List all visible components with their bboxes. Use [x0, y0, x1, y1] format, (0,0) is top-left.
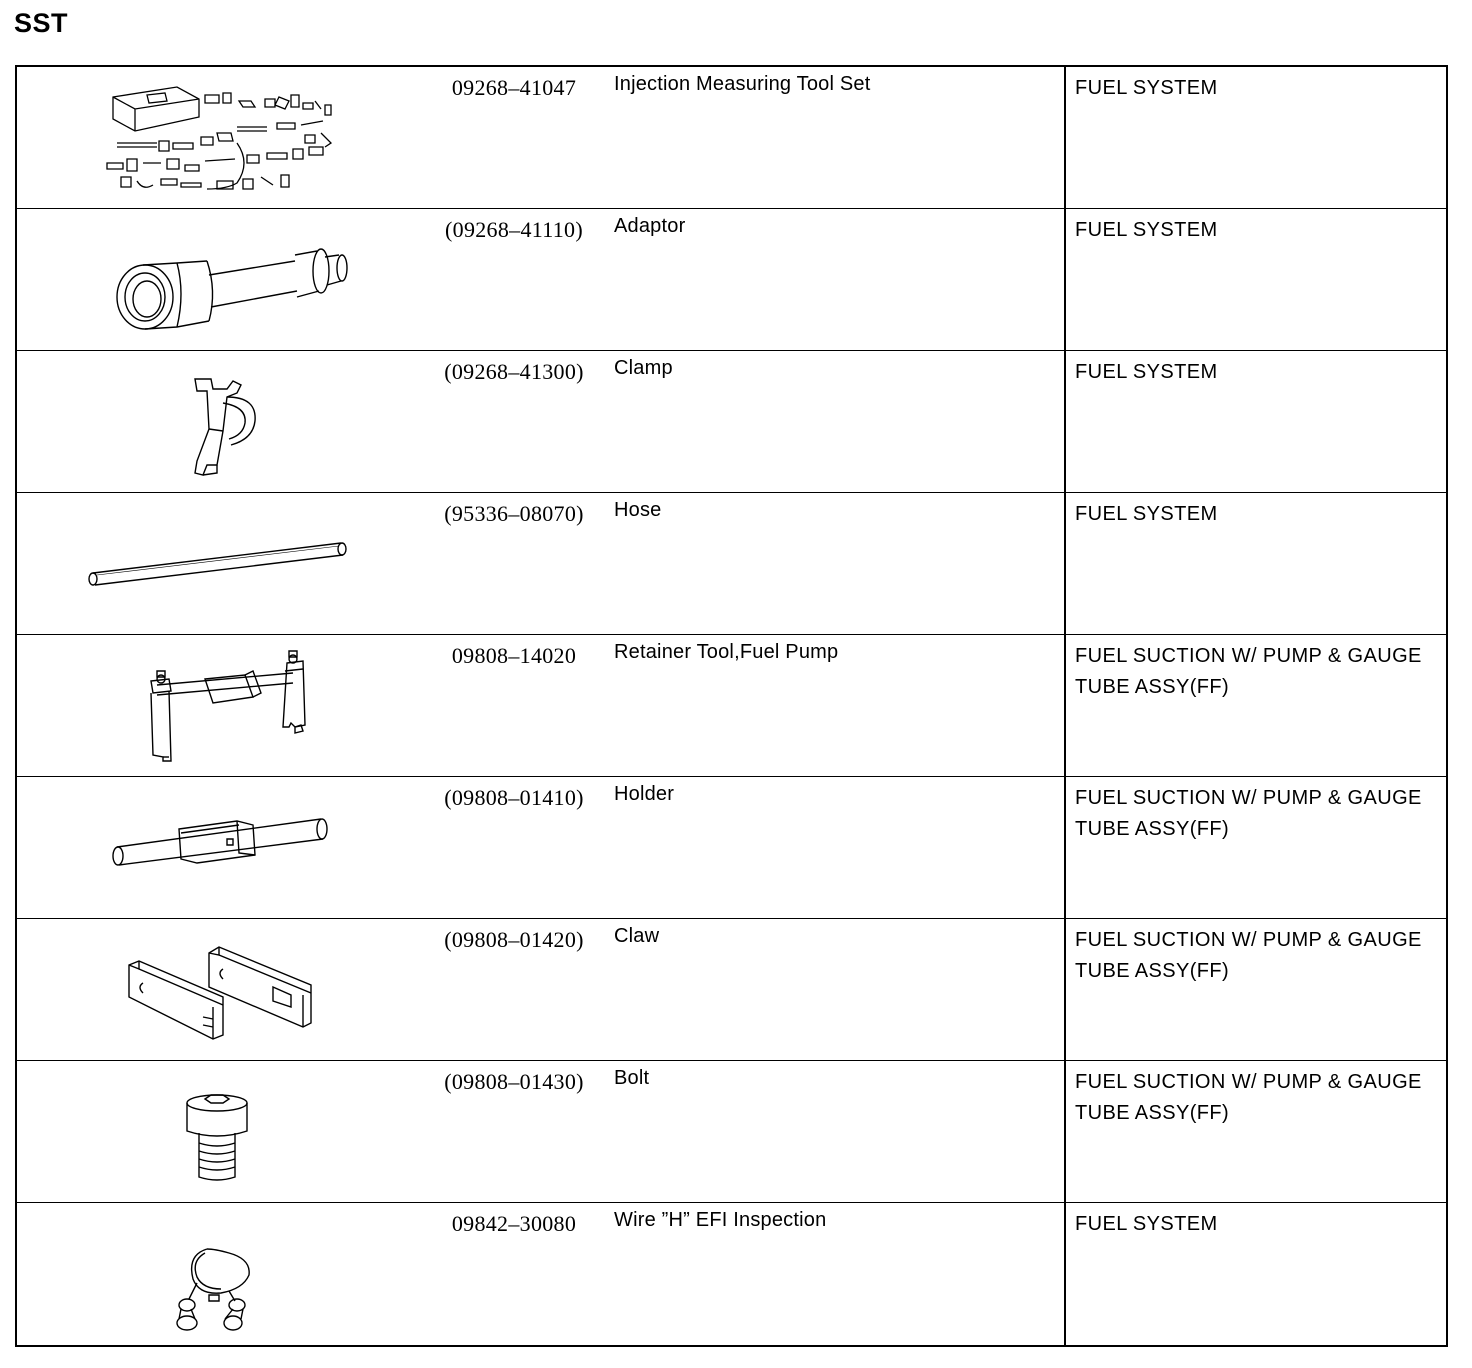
tool-cell [17, 67, 1064, 208]
tool-cell [17, 1061, 1064, 1202]
table-row [17, 67, 1448, 209]
table-row [17, 919, 1448, 1061]
part-number: (09268–41300) [444, 359, 584, 384]
usage-cell [1066, 919, 1448, 1060]
table-row [17, 635, 1448, 777]
usage-text: FUEL SYSTEM [1075, 77, 1218, 99]
usage-text: FUEL SUCTION W/ PUMP & GAUGE TUBE ASSY(FF) [1075, 787, 1422, 840]
usage-text: FUEL SYSTEM [1075, 1213, 1218, 1235]
table-row [17, 493, 1448, 635]
tool-cell [17, 493, 1064, 634]
tool-name: Claw [614, 925, 660, 947]
usage-cell [1066, 1061, 1448, 1202]
table-row [17, 1203, 1448, 1345]
retainer-tool-icon [77, 641, 367, 771]
usage-text: FUEL SYSTEM [1075, 361, 1218, 383]
tool-cell [17, 777, 1064, 918]
usage-text: FUEL SUCTION W/ PUMP & GAUGE TUBE ASSY(FF) [1075, 929, 1422, 982]
wire-h-efi-inspection-icon [77, 1209, 367, 1339]
tool-name: Holder [614, 783, 675, 805]
table-row [17, 209, 1448, 351]
holder-icon [77, 783, 367, 913]
usage-cell [1066, 777, 1448, 918]
tool-cell [17, 919, 1064, 1060]
adaptor-icon [77, 215, 367, 345]
usage-cell [1066, 67, 1448, 208]
part-number: 09268–41047 [451, 75, 577, 100]
tool-cell [17, 635, 1064, 776]
usage-cell [1066, 209, 1448, 350]
part-number: (09268–41110) [445, 217, 583, 242]
table-row [17, 1061, 1448, 1203]
page-title: SST [14, 8, 69, 38]
usage-cell [1066, 351, 1448, 492]
clamp-icon [77, 357, 367, 487]
table-row [17, 351, 1448, 493]
tool-cell [17, 351, 1064, 492]
part-number: (09808–01420) [444, 927, 584, 952]
part-number: (95336–08070) [444, 501, 584, 526]
tool-name: Wire ”H” EFI Inspection [614, 1209, 827, 1231]
usage-text: FUEL SYSTEM [1075, 219, 1218, 241]
tool-name: Bolt [614, 1067, 650, 1089]
claw-icon [77, 925, 367, 1055]
usage-text: FUEL SUCTION W/ PUMP & GAUGE TUBE ASSY(FF) [1075, 1071, 1422, 1124]
usage-text: FUEL SUCTION W/ PUMP & GAUGE TUBE ASSY(FF) [1075, 645, 1422, 698]
tool-name: Clamp [614, 357, 673, 379]
usage-cell [1066, 1203, 1448, 1345]
part-number: 09808–14020 [451, 643, 577, 668]
usage-cell [1066, 493, 1448, 634]
hose-icon [77, 499, 367, 629]
usage-text: FUEL SYSTEM [1075, 503, 1218, 525]
tool-name: Hose [614, 499, 662, 521]
sst-table [15, 65, 1448, 1347]
tool-name: Injection Measuring Tool Set [614, 73, 871, 95]
part-number: 09842–30080 [451, 1211, 577, 1236]
part-number: (09808–01410) [444, 785, 584, 810]
part-number: (09808–01430) [444, 1069, 584, 1094]
tool-name: Adaptor [614, 215, 686, 237]
usage-cell [1066, 635, 1448, 776]
tool-name: Retainer Tool,Fuel Pump [614, 641, 839, 663]
injection-measuring-tool-set-icon [77, 73, 367, 203]
tool-cell [17, 1203, 1064, 1345]
tool-cell [17, 209, 1064, 350]
table-row [17, 777, 1448, 919]
bolt-icon [77, 1067, 367, 1197]
